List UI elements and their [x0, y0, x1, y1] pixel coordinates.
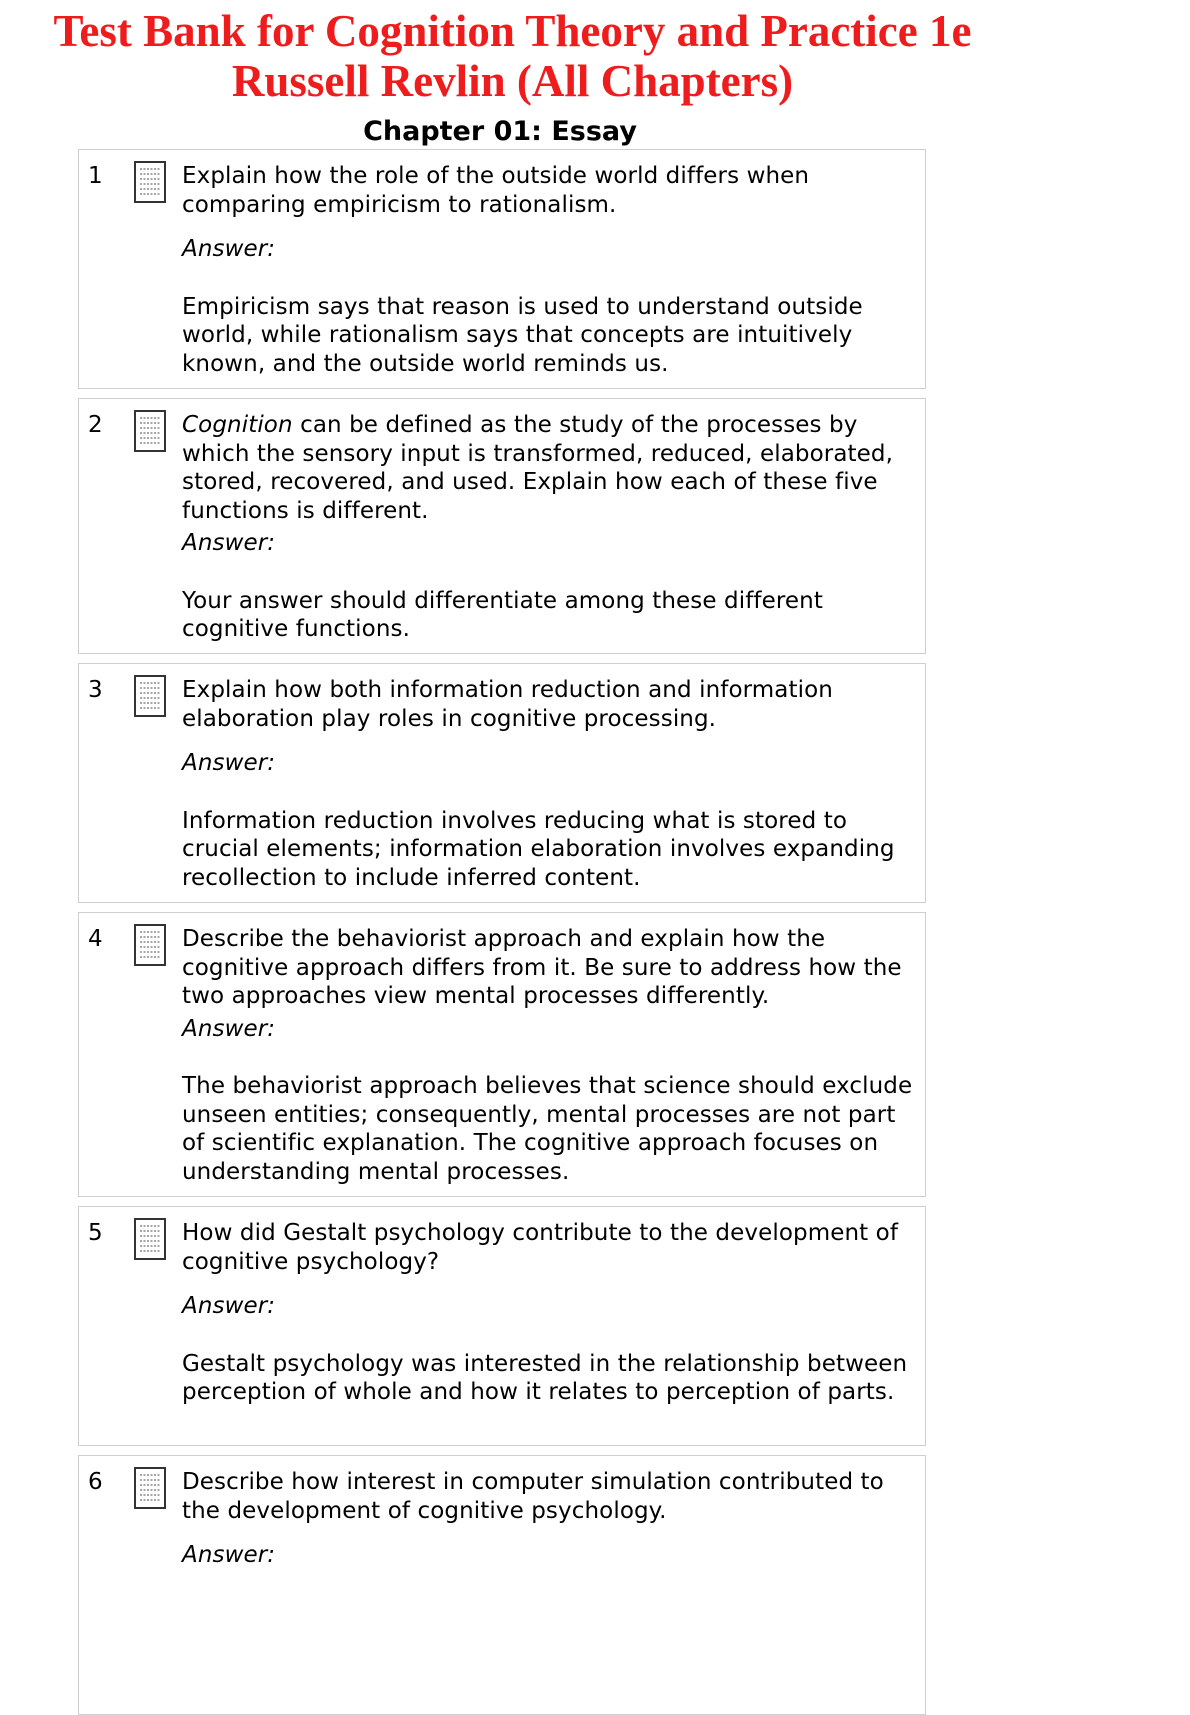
document-title	[0, 6, 1025, 106]
question-text: How did Gestalt psychology contribute to the development of cognitive psychology?	[182, 1220, 899, 1275]
document-icon	[134, 1218, 166, 1260]
answer-label: Answer:	[182, 530, 276, 556]
question-number: 3	[88, 677, 103, 703]
answer-text: Gestalt psychology was interested in the relationship between perception of whole and how it relates to perception of parts.	[182, 1350, 908, 1405]
question-text: Describe how interest in computer simulation contributed to the development of cognitive psychology.	[182, 1469, 884, 1524]
question-number: 5	[88, 1220, 103, 1246]
question-number: 1	[88, 163, 103, 189]
question-text: Explain how the role of the outside world differs when comparing empiricism to rationalism.	[182, 163, 810, 218]
chapter-heading: Chapter 01: Essay	[363, 116, 637, 147]
question-number: 2	[88, 412, 103, 438]
answer-label: Answer:	[182, 750, 276, 776]
answer-label: Answer:	[182, 1542, 276, 1568]
question-card	[78, 398, 926, 654]
question-card	[78, 1455, 926, 1715]
document-icon	[134, 675, 166, 717]
document-icon	[134, 1467, 166, 1509]
title-line-2: Russell Revlin (All Chapters)	[231, 56, 794, 106]
question-card	[78, 912, 926, 1197]
question-text: Explain how both information reduction and information elaboration play roles in cognitive processing.	[182, 677, 833, 732]
answer-label: Answer:	[182, 1293, 276, 1319]
question-text: Describe the behaviorist approach and explain how the cognitive approach differs from it. Be sure to address how the two approaches view mental processes differently.	[182, 926, 902, 1009]
answer-text: Your answer should differentiate among these different cognitive functions.	[182, 587, 823, 642]
document-icon	[134, 924, 166, 966]
title-line-1: Test Bank for Cognition Theory and Practice 1e	[53, 6, 972, 56]
question-number: 4	[88, 926, 103, 952]
answer-label: Answer:	[182, 1015, 276, 1042]
answer-text: Empiricism says that reason is used to understand outside world, while rationalism says that concepts are intuitively known, and the outside world reminds us.	[182, 293, 863, 377]
question-card	[78, 663, 926, 903]
question-number: 6	[88, 1469, 103, 1495]
question-text: Cognition can be defined as the study of the processes by which the sensory input is transformed, reduced, elaborated, stored, recovered, and used. Explain how each of these five functions is different.	[182, 412, 894, 524]
answer-label: Answer:	[182, 236, 276, 262]
answer-text: Information reduction involves reducing what is stored to crucial elements; information elaboration involves expanding recollection to include inferred content.	[182, 807, 895, 891]
document-icon	[134, 161, 166, 203]
question-card	[78, 149, 926, 389]
answer-text: The behaviorist approach believes that science should exclude unseen entities; consequently, mental processes are not part of scientific explanation. The cognitive approach focuses on understanding mental processes.	[182, 1073, 913, 1185]
question-card	[78, 1206, 926, 1446]
document-icon	[134, 410, 166, 452]
